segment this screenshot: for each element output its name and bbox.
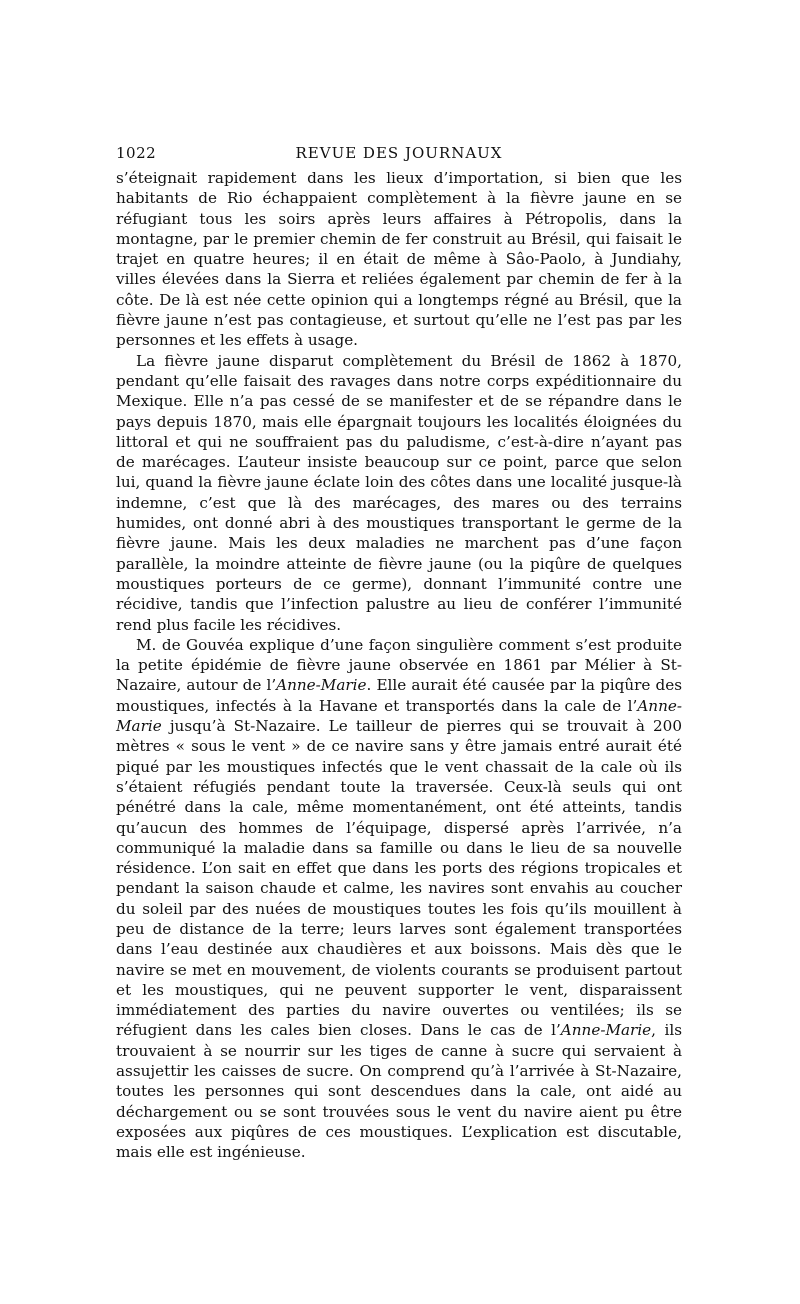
paragraph-3 [116,635,682,1163]
page-number: 1022 [116,144,157,162]
ship-name-italic: Anne-Marie [116,696,682,736]
ship-name-italic: Anne-Marie [560,1021,652,1040]
article-body [116,168,682,1163]
paragraph-3-text: M. de Gouvéa explique d’une façon singulière comment s’est produite la petite épidémie de fièvre jaune observée en 1861 par Mélier à St-Nazaire, autour de l’ [116,635,682,695]
journal-title: REVUE DES JOURNAUX [295,144,503,162]
paragraph-3-text: , ils trouvaient à se nourrir sur les tiges de canne à sucre qui servaient à assujettir les caisses de sucre. On comprend qu’à l’arrivée à St-Nazaire, toutes les personnes qui sont descendues dans la cale, ont aidé au déchargement ou se sont trouvées sous le vent du navire aient pu être exposées aux piqûres de ces moustiques. L’explication est discutable, mais elle est ingénieuse. [116,1021,682,1162]
ship-name-italic: Anne-Marie [276,676,367,695]
paragraph-1: s’éteignait rapidement dans les lieux d’importation, si bien que les habitants de Rio échappaient complètement à la fièvre jaune en se réfugiant tous les soirs après leurs affaires à Pétropolis, dans la montagne, par le premier chemin de fer construit au Brésil, qui faisait le trajet en quatre heures; il en était de même à Sâo-Paolo, à Jundiahy, villes élevées dans la Sierra et reliées également par chemin de fer à la côte. De là est née cette opinion qui a longtemps régné au Brésil, que la fièvre jaune n’est pas contagieuse, et surtout qu’elle ne l’est pas par les personnes et les effets à usage. [116,169,682,350]
paragraph-2: La fièvre jaune disparut complètement du Brésil de 1862 à 1870, pendant qu’elle faisait des ravages dans notre corps expéditionnaire du Mexique. Elle n’a pas cessé de se manifester et de se répandre dans le pays depuis 1870, mais elle épargnait toujours les localités éloignées du littoral et qui ne souffraient pas du paludisme, c’est-à-dire n’ayant pas de marécages. L’auteur insiste beaucoup sur ce point, parce que selon lui, quand la fièvre jaune éclate loin des côtes dans une localité jusque-là indemne, c’est que là des marécages, des mares ou des terrains humides, ont donné abri à des moustiques transportant le germe de la fièvre jaune. Mais les deux maladies ne marchent pas d’une façon parallèle, la moindre atteinte de fièvre jaune (ou la piqûre de quelques moustiques porteurs de ce germe), donnant l’immunité contre une récidive, tandis que l’infection palustre au lieu de conférer l’immunité rend plus facile les récidives. [116,351,682,634]
document-page [116,144,682,1163]
paragraph-3-text: . Elle aurait été causée par la piqûre des moustiques, infectés à la Havane et transportés dans la cale de l’ [116,676,683,715]
paragraph-3-text: jusqu’à St-Nazaire. Le tailleur de pierres qui se trouvait à 200 mètres « sous le vent » de ce navire sans y être jamais entré aurait été piqué par les moustiques infectés que le vent chassait de la cale où ils s’étaient réfugiés pendant toute la traversée. Ceux-là seuls qui ont pénétré dans la cale, même momentanément, ont été atteints, tandis qu’aucun des hommes de l’équipage, dispersé après l’arrivée, n’a communiqué la maladie dans sa famille ou dans le lieu de sa nouvelle résidence. L’on sait en effet que dans les ports des régions tropicales et pendant la saison chaude et calme, les navires sont envahis au coucher du soleil par des nuées de moustiques toutes les fois qu’ils mouillent à peu de distance de la terre; leurs larves sont également transportées dans l’eau destinée aux chaudières et aux boissons. Mais dès que le navire se met en mouvement, de violents courants se produisent partout et les moustiques, qui ne peuvent supporter le vent, disparaissent immédiatement des parties du navire ouvertes ou ventilées; ils se réfugient dans les cales bien closes. Dans le cas de l’ [116,717,682,1040]
running-head [116,144,682,168]
